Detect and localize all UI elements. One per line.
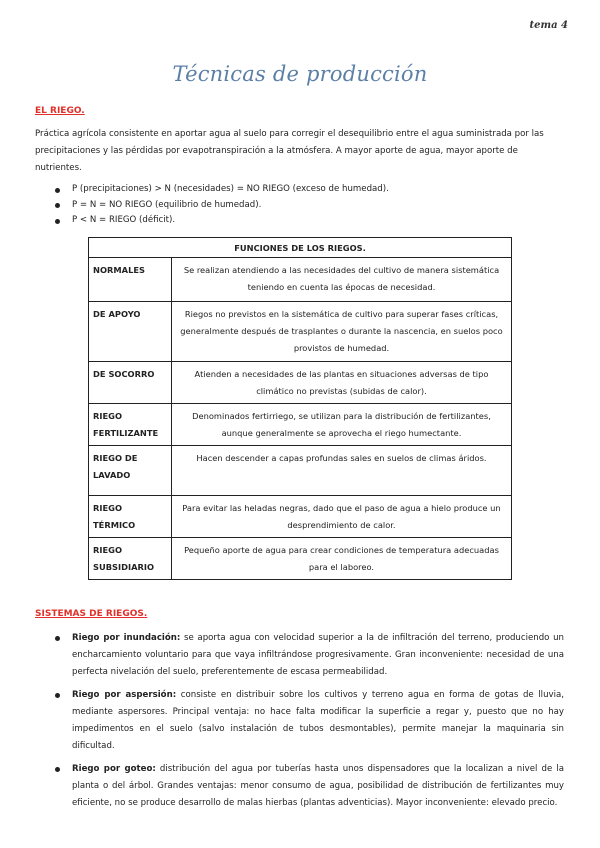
row-text: Riegos no previstos en la sistemática de cultivo para superar fases críticas, generalmente después de trasplantes o durante la nascencia, en suelos poco provistos de humedad. xyxy=(172,302,512,362)
list-item xyxy=(52,687,564,755)
row-label: RIEGO FERTILIZANTE xyxy=(89,404,172,446)
table-row xyxy=(89,404,512,446)
row-label: RIEGO SUBSIDIARIO xyxy=(89,538,172,580)
section-heading-riego: EL RIEGO. xyxy=(35,106,85,116)
item-term: Riego por aspersión: xyxy=(72,690,177,700)
row-label: RIEGO TÉRMICO xyxy=(89,496,172,538)
table-row xyxy=(89,302,512,362)
list-item: P < N = RIEGO (déficit). xyxy=(52,213,389,229)
table-header: FUNCIONES DE LOS RIEGOS. xyxy=(89,238,512,258)
section-heading-sistemas: SISTEMAS DE RIEGOS. xyxy=(35,609,148,619)
table-row xyxy=(89,538,512,580)
table-row xyxy=(89,446,512,496)
topic-tag: tema 4 xyxy=(529,20,568,31)
row-text: Denominados fertirriego, se utilizan para la distribución de fertilizantes, aunque generalmente se aprovecha el riego humectante. xyxy=(172,404,512,446)
functions-table xyxy=(88,237,512,580)
intro-paragraph: Práctica agrícola consistente en aportar agua al suelo para corregir el desequilibrio entre el agua suministrada por las precipitaciones y las pérdidas por evapotranspiración a la atmósfera. A mayor aporte de agua, mayor aporte de nutrientes. xyxy=(35,129,544,173)
table-header-row xyxy=(89,238,512,258)
balance-list xyxy=(52,182,389,229)
row-label: RIEGO DE LAVADO xyxy=(89,446,172,496)
list-item xyxy=(52,630,564,681)
table-row xyxy=(89,362,512,404)
irrigation-systems-list xyxy=(52,630,564,818)
list-item: P (precipitaciones) > N (necesidades) = NO RIEGO (exceso de humedad). xyxy=(52,182,389,198)
table-row xyxy=(89,258,512,302)
item-text: distribución del agua por tuberías hasta unos dispensadores que la localizan a nivel de la planta o del árbol. Grandes ventajas: menor consumo de agua, posibilidad de distribución de fertilizantes muy eficiente, no se produce desarrollo de malas hierbas (plantas adventicias). Mayor inconveniente: elevado precio. xyxy=(72,764,564,808)
row-label: NORMALES xyxy=(89,258,172,302)
row-label: DE APOYO xyxy=(89,302,172,362)
item-text: consiste en distribuir sobre los cultivos y terreno agua en forma de gotas de lluvia, mediante aspersores. Principal ventaja: no hace falta modificar la superficie a regar y, puesto que no hay impedimentos en el suelo (salvo instalación de tubos desmontables), permite manejar la maquinaria sin dificultad. xyxy=(72,690,564,751)
item-term: Riego por inundación: xyxy=(72,633,181,643)
row-text: Atienden a necesidades de las plantas en situaciones adversas de tipo climático no previstas (subidas de calor). xyxy=(172,362,512,404)
item-term: Riego por goteo: xyxy=(72,764,156,774)
list-item: P = N = NO RIEGO (equilibrio de humedad). xyxy=(52,198,389,214)
row-text: Hacen descender a capas profundas sales en suelos de climas áridos. xyxy=(172,446,512,496)
row-text: Se realizan atendiendo a las necesidades del cultivo de manera sistemática teniendo en cuenta las épocas de necesidad. xyxy=(172,258,512,302)
page-title: Técnicas de producción xyxy=(172,62,428,86)
item-text: se aporta agua con velocidad superior a la de infiltración del terreno, produciendo un encharcamiento voluntario para que vaya infiltrándose progresivamente. Gran inconveniente: necesidad de una perfecta nivelación del suelo, preferentemente de escasa permeabilidad. xyxy=(72,633,564,677)
row-label: DE SOCORRO xyxy=(89,362,172,404)
row-text: Para evitar las heladas negras, dado que el paso de agua a hielo produce un desprendimiento de calor. xyxy=(172,496,512,538)
table-row xyxy=(89,496,512,538)
list-item xyxy=(52,761,564,812)
row-text: Pequeño aporte de agua para crear condiciones de temperatura adecuadas para el laboreo. xyxy=(172,538,512,580)
